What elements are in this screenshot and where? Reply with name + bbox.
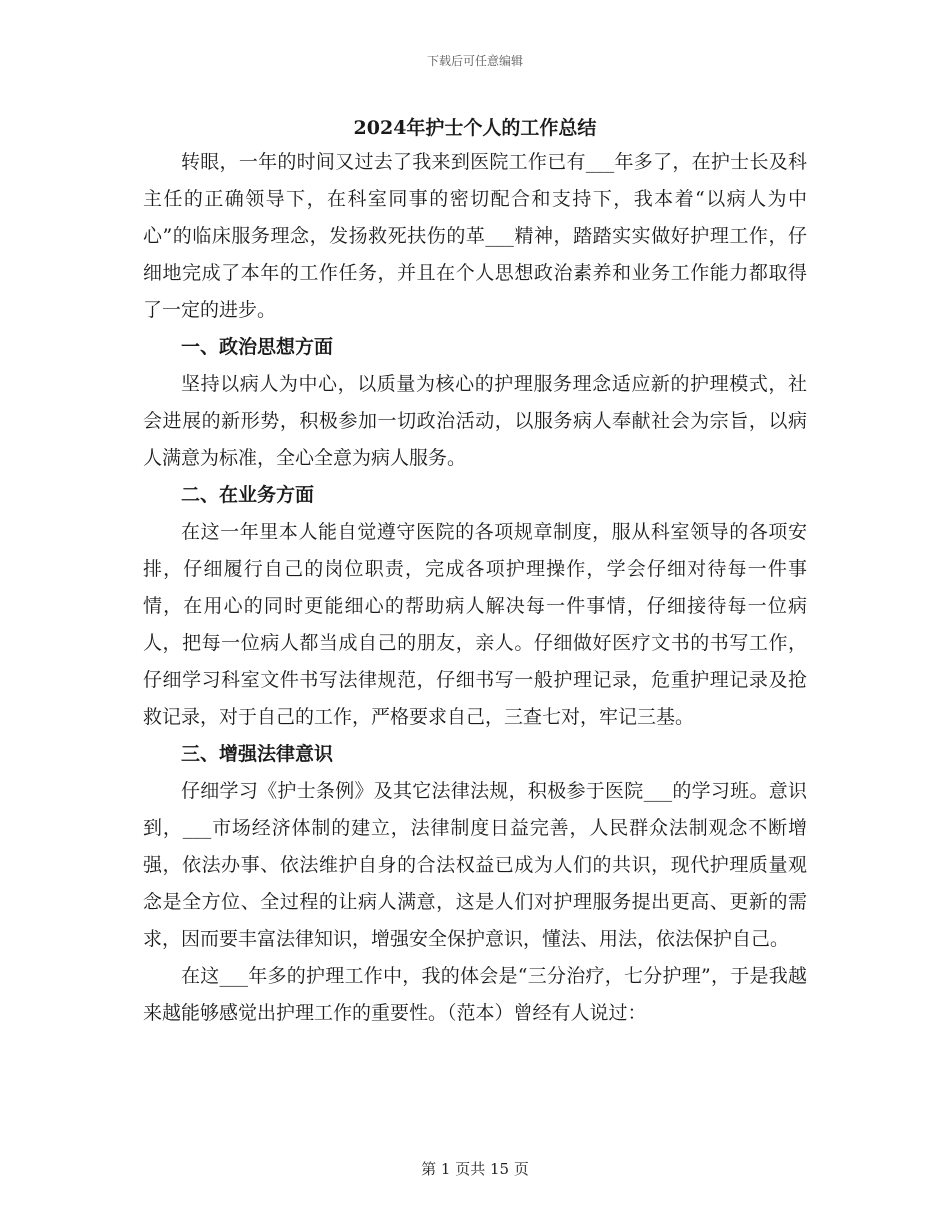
document-title: 2024年护士个人的工作总结 <box>353 117 597 139</box>
section-heading-law: 三、增强法律意识 <box>181 743 334 765</box>
section-body-law: 仔细学习《护士条例》及其它法律法规，积极参于医院___的学习班。意识到，___市场经济体制的建立，法律制度日益完善，人民群众法制观念不断增强，依法办事、依法维护自身的合法权益已成为人们的共识，现代护理质量观念是全方位、全过程的让病人满意，这是人们对护理服务提出更高、更新的需求，因而要丰富法律知识，增强安全保护意识，懂法、用法，依法保护自己。 <box>143 780 807 950</box>
section-heading-business: 二、在业务方面 <box>181 484 315 506</box>
closing-paragraph: 在这___年多的护理工作中，我的体会是“三分治疗，七分护理”，于是我越来越能够感觉出护理工作的重要性。（范本）曾经有人说过： <box>143 965 807 1024</box>
section-heading-politics: 一、政治思想方面 <box>181 336 334 358</box>
download-note: 下载后可任意编辑 <box>426 54 523 68</box>
page-number: 第 1 页共 15 页 <box>421 1160 529 1178</box>
section-body-politics: 坚持以病人为中心，以质量为核心的护理服务理念适应新的护理模式，社会进展的新形势，积极参加一切政治活动，以服务病人奉献社会为宗旨，以病人满意为标准，全心全意为病人服务。 <box>143 373 807 469</box>
intro-paragraph: 转眼，一年的时间又过去了我来到医院工作已有___年多了，在护士长及科主任的正确领导下，在科室同事的密切配合和支持下，我本着“以病人为中心”的临床服务理念，发扬救死扶伤的革___精神，踏踏实实做好护理工作，仔细地完成了本年的工作任务，并且在个人思想政治素养和业务工作能力都取得了一定的进步。 <box>143 151 807 321</box>
section-body-business: 在这一年里本人能自觉遵守医院的各项规章制度，服从科室领导的各项安排，仔细履行自己的岗位职责，完成各项护理操作，学会仔细对待每一件事情，在用心的同时更能细心的帮助病人解决每一件事情，仔细接待每一位病人，把每一位病人都当成自己的朋友，亲人。仔细做好医疗文书的书写工作，仔细学习科室文件书写法律规范，仔细书写一般护理记录，危重护理记录及抢救记录，对于自己的工作，严格要求自己，三查七对，牢记三基。 <box>143 521 807 728</box>
document-body <box>143 112 807 1032</box>
